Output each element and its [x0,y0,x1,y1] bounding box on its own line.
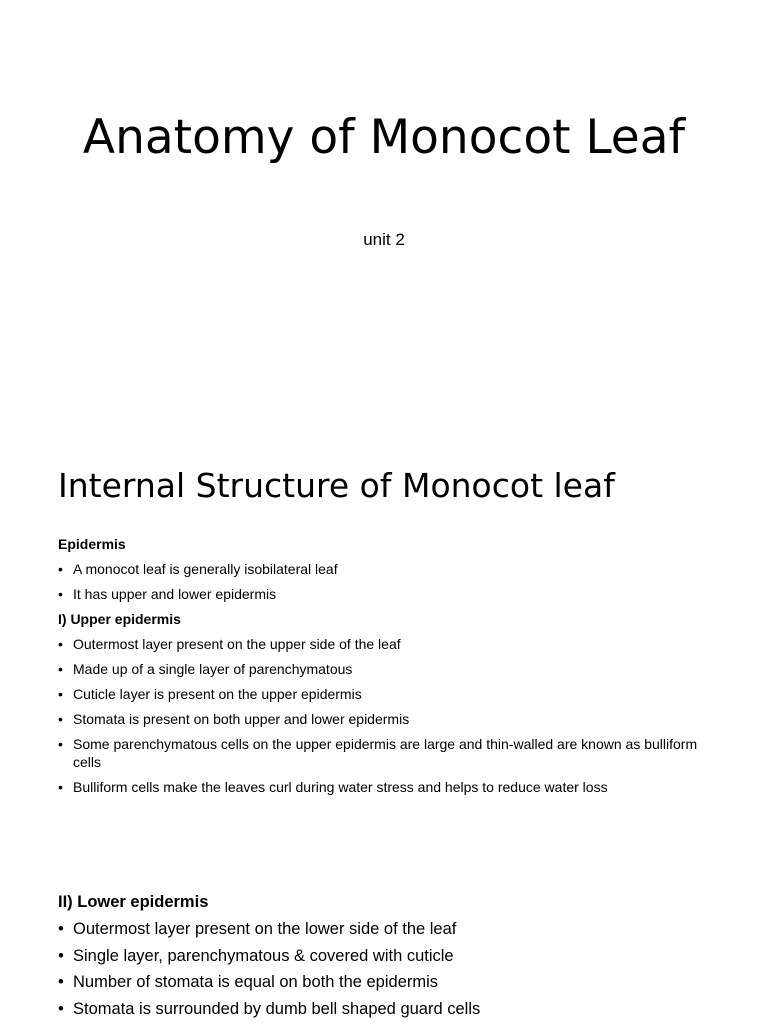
bullet-icon: • [58,586,63,602]
bullet-icon: • [58,711,63,727]
list-item-text: Bulliform cells make the leaves curl during water stress and helps to reduce water loss [73,779,608,795]
list-item-text: Some parenchymatous cells on the upper epidermis are large and thin-walled are known as bulliform cells [73,736,698,770]
list-item-text: Number of stomata is equal on both the epidermis [73,973,439,991]
list-item [58,778,708,796]
bullet-icon: • [58,999,64,1018]
list-item [58,585,708,603]
list-item [58,660,708,678]
epidermis-heading: Epidermis [58,536,126,552]
list-item-text: It has upper and lower epidermis [73,586,277,602]
epidermis-block [58,535,708,803]
epidermis-list [58,560,708,603]
list-item [58,685,708,703]
upper-epidermis-list [58,635,708,796]
bullet-icon: • [58,561,63,577]
lower-epidermis-block [58,892,708,1025]
list-item-text: Single layer, parenchymatous & covered with cuticle [73,946,454,965]
list-item [58,972,708,993]
list-item [58,710,708,728]
bullet-icon: • [58,779,63,795]
list-item [58,735,708,771]
list-item-text: Stomata is present on both upper and lower epidermis [73,711,410,727]
upper-epidermis-heading: I) Upper epidermis [58,611,181,627]
lower-epidermis-heading: II) Lower epidermis [58,893,209,911]
list-item [58,919,708,940]
list-item-text: Stomata is surrounded by dumb bell shaped guard cells [73,999,481,1018]
list-item [58,946,708,967]
list-item [58,999,708,1020]
bullet-icon: • [58,686,63,702]
bullet-icon: • [58,946,64,965]
bullet-icon: • [58,920,64,938]
list-item-text: Cuticle layer is present on the upper epidermis [73,686,362,702]
list-item-text: Outermost layer present on the upper side of the leaf [73,636,401,652]
bullet-icon: • [58,636,63,652]
lower-epidermis-list [58,919,708,1020]
section-heading: Internal Structure of Monocot leaf [58,466,615,505]
list-item-text: A monocot leaf is generally isobilateral leaf [73,561,338,577]
slide-subtitle: unit 2 [363,230,405,249]
slide-title: Anatomy of Monocot Leaf [82,110,686,165]
list-item [58,635,708,653]
bullet-icon: • [58,973,64,991]
list-item [58,560,708,578]
bullet-icon: • [58,661,63,677]
list-item-text: Made up of a single layer of parenchymatous [73,661,353,677]
list-item-text: Outermost layer present on the lower side of the leaf [73,920,457,938]
bullet-icon: • [58,736,63,752]
